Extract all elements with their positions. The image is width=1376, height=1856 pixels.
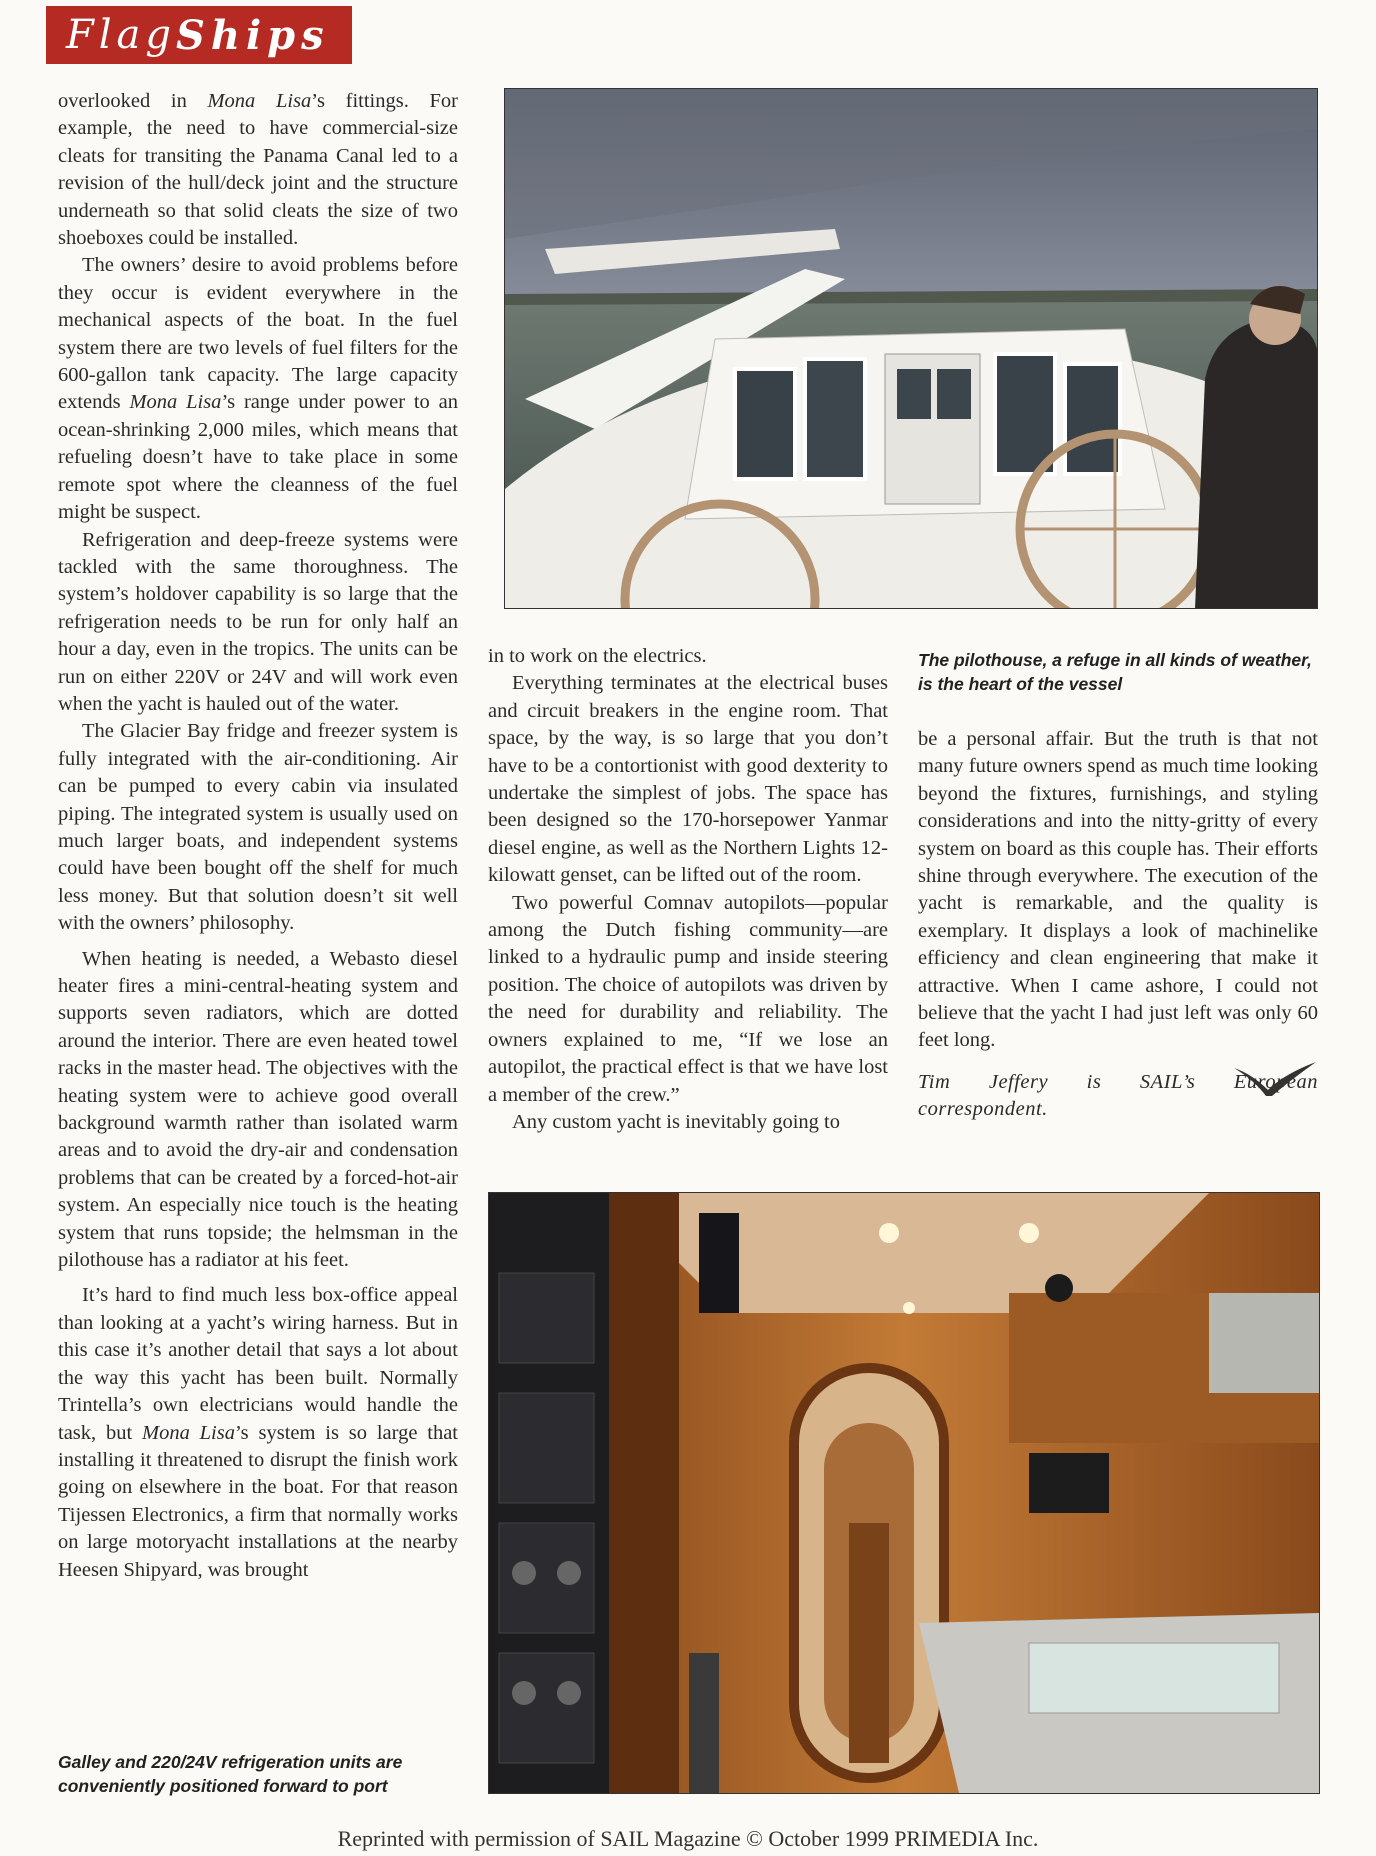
section-header — [46, 6, 352, 64]
paragraph: The owners’ desire to avoid problems before they occur is evident everywhere in the mechanical aspects of the boat. In the fuel system there are two levels of fuel filters for the 600-gallon tank capacity. The large capacity extends Mona Lisa’s range under power to an ocean-shrinking 2,000 miles, which means that refueling doesn’t have to take place in some remote spot where the cleanness of the fuel might be suspect. — [58, 254, 458, 524]
paragraph: overlooked in Mona Lisa’s fittings. For example, the need to have commercial-size cleats for transiting the Panama Canal led to a revision of the hull/deck joint and the structure underneath so that solid cleats the size of two shoeboxes could be installed. — [58, 90, 458, 250]
galley-photo — [488, 1192, 1320, 1794]
pilothouse-illustration — [505, 89, 1317, 608]
paragraph: in to work on the electrics. — [488, 645, 707, 667]
paragraph: be a personal affair. But the truth is that not many future owners spend as much time looking beyond the fixtures, furnishings, and styling considerations and into the nitty-gritty of every system on board as this couple has. Their efforts shine through everywhere. The execution of the yacht is remarkable, and the quality is exemplary. It displays a look of machinelike efficiency and clean engineering that make it attractive. When I came ashore, I could not believe that the yacht I had just left was only 60 feet long. — [918, 728, 1318, 1052]
paragraph: Any custom yacht is inevitably going to — [512, 1110, 840, 1133]
galley-caption: Galley and 220/24V refrigeration units are conveniently positioned forward to port — [58, 1752, 403, 1796]
paragraph: Refrigeration and deep-freeze systems were tackled with the same thoroughness. The system’s holdover capability is so large that the refrigeration needs to be run for only half an hour a day, even in the tropics. The units can be run on either 220V or 24V and will work even when the yacht is hauled out of the water. — [58, 528, 458, 715]
header-flag: Flag — [66, 12, 176, 58]
header-ships: Ships — [176, 11, 330, 59]
article-column-1 — [58, 88, 458, 1584]
pilothouse-photo — [504, 88, 1318, 609]
author-byline: Tim Jeffery is SAIL’s European correspondent. — [918, 1070, 1318, 1121]
paragraph: The Glacier Bay fridge and freezer system is fully integrated with the air-conditioning. Air can be pumped to every cabin via insulated piping. The integrated system is usually used on much larger boats, and independent systems could have been bought off the shelf for much less money. But that solution doesn’t sit well with the owners’ philosophy. — [58, 720, 458, 935]
paragraph: Two powerful Comnav autopilots—popular among the Dutch fishing community—are linked to a hydraulic pump and inside steering position. The choice of autopilots was driven by the need for durability and reliability. The owners explained to me, “If we lose an autopilot, the practical effect is that we have lost a member of the crew.” — [488, 891, 888, 1106]
paragraph: When heating is needed, a Webasto diesel heater fires a mini-central-heating system and supports seven radiators, which are dotted around the interior. There are even heated towel racks in the master head. The objectives with the heating system were to achieve good overall background warmth rather than isolated warm areas and to avoid the dry-air and condensation problems that can be created by a forced-hot-air system. An especially nice touch is the heating system that runs topside; the helmsman in the pilothouse has a radiator at his feet. — [58, 947, 458, 1272]
pilothouse-caption: The pilothouse, a refuge in all kinds of weather, is the heart of the vessel — [918, 650, 1312, 694]
galley-illustration — [489, 1193, 1319, 1793]
paragraph: It’s hard to find much less box-office appeal than looking at a yacht’s wiring harness. But in this case it’s another detail that says a lot about the way this yacht has been built. Normally Trintella’s own electricians would handle the task, but Mona Lisa’s system is so large that installing it threatened to disrupt the finish work going on elsewhere in the boat. For that reason Tijessen Electronics, a firm that normally works on large motoryacht installations at the nearby Heesen Shipyard, was brought — [58, 1284, 458, 1581]
article-column-2 — [488, 643, 888, 1136]
paragraph: Everything terminates at the electrical buses and circuit breakers in the engine room. That space, by the way, is so large that you don’t have to be a contortionist with good dexterity to undertake the simplest of jobs. The space has been designed so the 170-horsepower Yanmar diesel engine, as well as the Northern Lights 12-kilowatt genset, can be lifted out of the room. — [488, 672, 888, 887]
reprint-footer: Reprinted with permission of SAIL Magazine © October 1999 PRIMEDIA Inc. — [337, 1826, 1039, 1851]
seagull-icon — [1232, 1060, 1318, 1100]
